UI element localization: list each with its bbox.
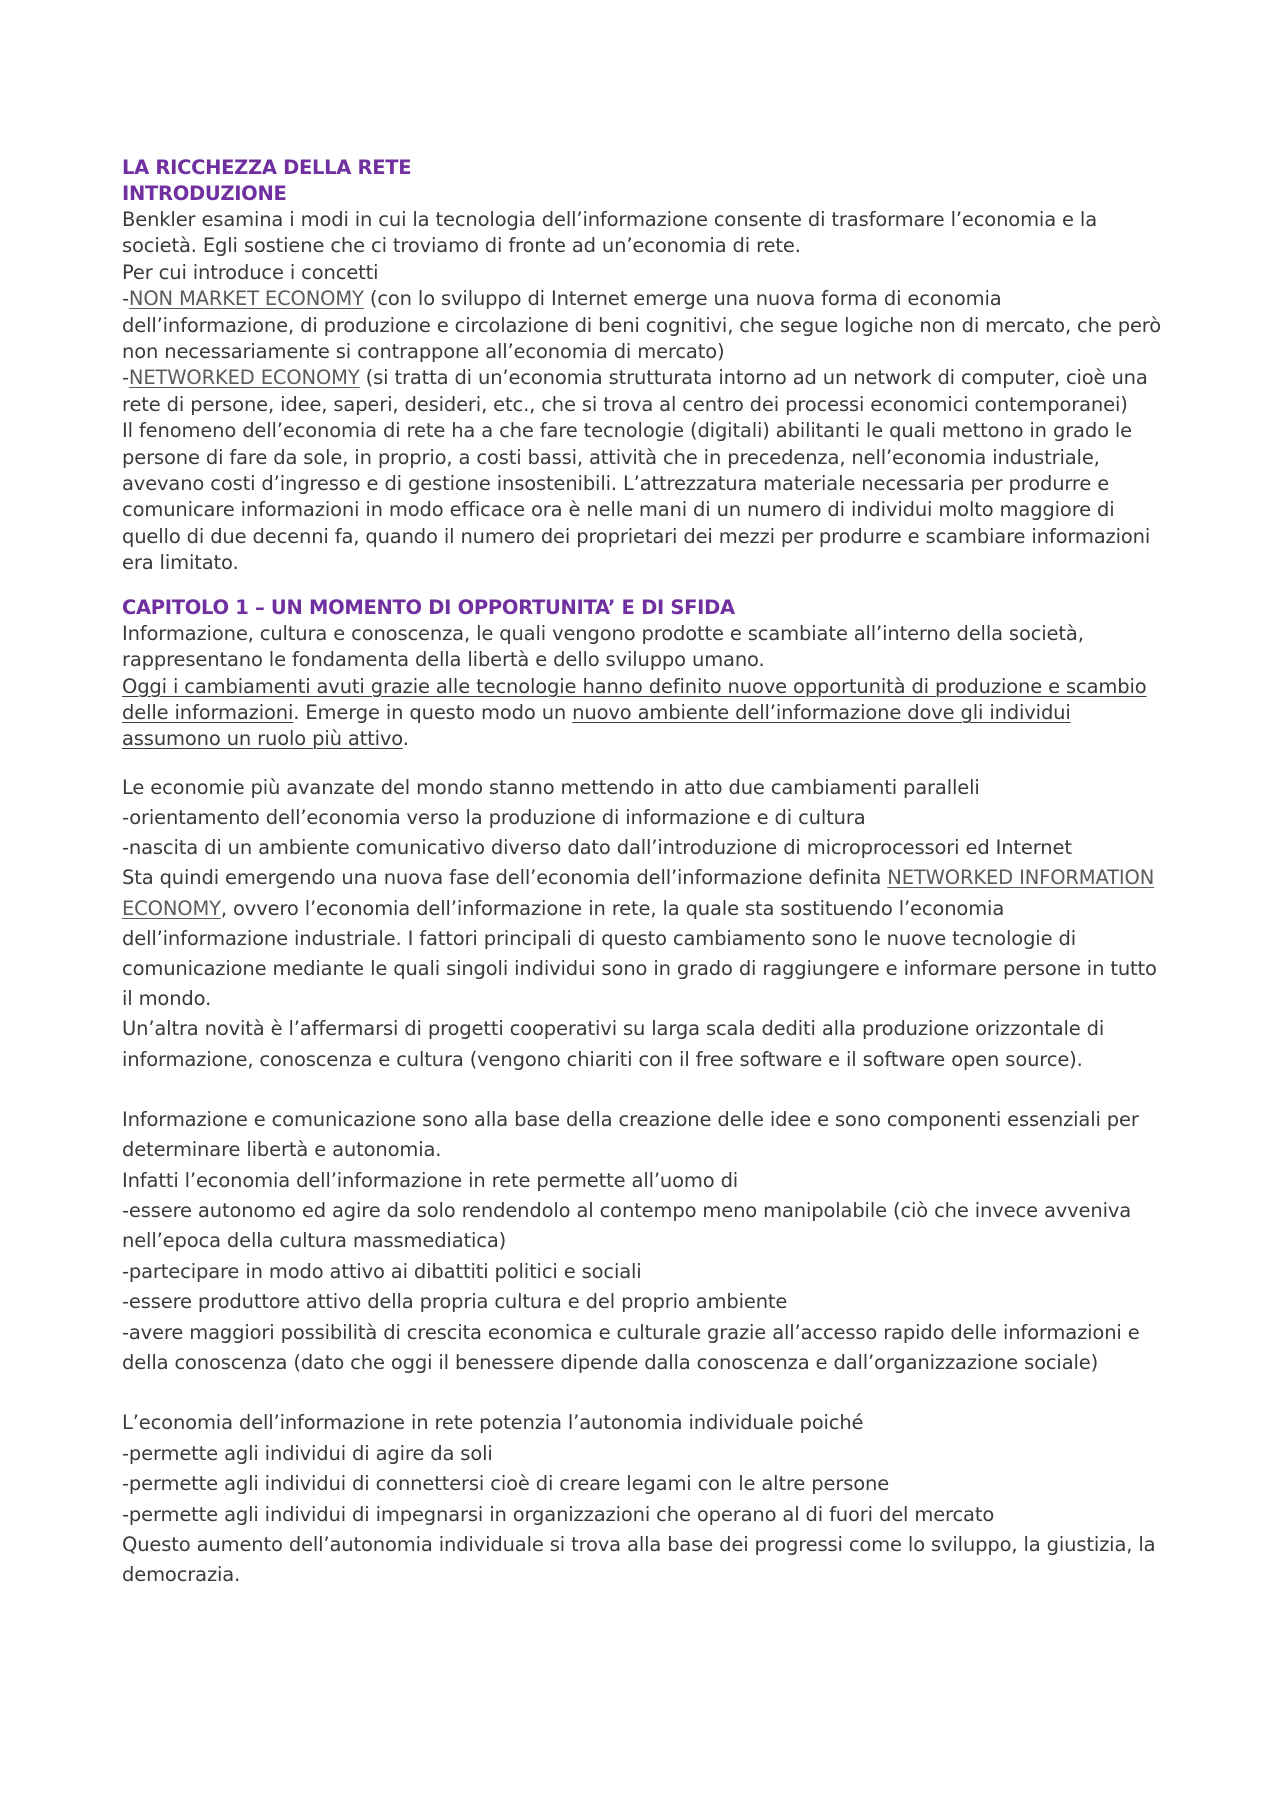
list-dash: -	[122, 287, 129, 311]
chapter-paragraph	[122, 863, 1167, 1014]
chapter-paragraph: Informazione, cultura e conoscenza, le quali vengono prodotte e scambiate all’interno della società, rappresentano le fondamenta della libertà e dello sviluppo umano.	[122, 621, 1084, 672]
term-networked-information-economy: NETWORKED INFORMATION ECONOMY	[122, 866, 1155, 920]
chapter-paragraph: Infatti l’economia dell’informazione in rete permette all’uomo di	[122, 1168, 739, 1192]
document-page	[122, 155, 1167, 1591]
underlined-text: nuovo ambiente dell’informazione dove gli individui assumono un ruolo più attivo	[122, 700, 1071, 751]
intro-paragraph: Benkler esamina i modi in cui la tecnologia dell’informazione consente di trasformare l’economia e la società. Egli sostiene che ci troviamo di fronte ad un’economia di rete.	[122, 208, 1097, 258]
chapter-paragraph: Un’altra novità è l’affermarsi di progetti cooperativi su larga scala dediti alla produzione orizzontale di informazione, conoscenza e cultura (vengono chiariti con il free software e il software open source).	[122, 1017, 1105, 1071]
list-item: -avere maggiori possibilità di crescita economica e culturale grazie all’accesso rapido delle informazioni e della conoscenza (dato che oggi il benessere dipende dalla conoscenza e dall’organizzazione sociale)	[122, 1320, 1140, 1374]
intro-paragraph: Il fenomeno dell’economia di rete ha a che fare tecnologie (digitali) abilitanti le quali mettono in grado le persone di fare da sole, in proprio, a costi bassi, attività che in precedenza, nell’economia industriale, avevano costi d’ingresso e di gestione insostenibili. L’attrezzatura materiale necessaria per produrre e comunicare informazioni in modo efficace ora è nelle mani di un numero di individui molto maggiore di quello di due decenni fa, quando il numero dei proprietari dei mezzi per produrre e scambiare informazioni era limitato.	[122, 419, 1151, 575]
list-item: -essere produttore attivo della propria cultura e del proprio ambiente	[122, 1290, 788, 1314]
paragraph-text: . Emerge in questo modo un	[293, 700, 573, 724]
list-item: -essere autonomo ed agire da solo rendendolo al contempo meno manipolabile (ciò che invece avveniva nell’epoca della cultura massmediatica)	[122, 1198, 1132, 1253]
list-item: -permette agli individui di connettersi cioè di creare legami con le altre persone	[122, 1472, 890, 1496]
list-item: -permette agli individui di agire da soli	[122, 1441, 493, 1465]
underlined-text: Oggi i cambiamenti avuti grazie alle tecnologie hanno definito nuove opportunità di produzione e scambio delle informazioni	[122, 674, 1147, 724]
list-dash: -	[122, 366, 129, 390]
paragraph-text: .	[402, 727, 409, 751]
chapter-paragraph: Informazione e comunicazione sono alla base della creazione delle idee e sono componenti essenziali per determinare libertà e autonomia.	[122, 1107, 1139, 1162]
list-item: -permette agli individui di impegnarsi in organizzazioni che operano al di fuori del mercato	[122, 1502, 995, 1526]
chapter-1-changes	[122, 773, 1167, 1075]
term-non-market-economy-description: (con lo sviluppo di Internet emerge una nuova forma di economia dell’informazione, di produzione e circolazione di beni cognitivi, che segue logiche non di mercato, che però non necessariamente si contrappone all’economia di mercato)	[122, 287, 1162, 364]
document-title: LA RICCHEZZA DELLA RETE	[122, 156, 412, 179]
concept-item-non-market-economy	[122, 286, 1167, 365]
chapter-paragraph: L’economia dell’informazione in rete potenzia l’autonomia individuale poiché	[122, 1411, 864, 1435]
chapter-paragraph-underlined	[122, 674, 1167, 753]
intro-concepts-lead: Per cui introduce i concetti	[122, 260, 379, 284]
term-non-market-economy: NON MARKET ECONOMY	[128, 287, 364, 311]
chapter-1-individual-autonomy	[122, 1408, 1167, 1590]
term-networked-economy: NETWORKED ECONOMY	[128, 366, 360, 390]
term-networked-economy-description: (si tratta di un’economia strutturata intorno ad un network di computer, cioè una rete di persone, idee, saperi, desideri, etc., che si trova al centro dei processi economici contemporanei)	[122, 366, 1148, 416]
chapter-1-opening	[122, 621, 1167, 753]
paragraph-text: Sta quindi emergendo una nuova fase dell’economia dell’informazione definita	[122, 866, 888, 890]
chapter-1-autonomy	[122, 1105, 1167, 1379]
section-heading-introduction: INTRODUZIONE	[122, 182, 287, 205]
chapter-paragraph: Le economie più avanzate del mondo stanno mettendo in atto due cambiamenti paralleli	[122, 775, 980, 799]
list-item: -nascita di un ambiente comunicativo diverso dato dall’introduzione di microprocessori ed Internet	[122, 836, 1072, 860]
list-item: -partecipare in modo attivo ai dibattiti politici e sociali	[122, 1259, 642, 1283]
introduction-section	[122, 207, 1167, 577]
section-heading-chapter-1: CAPITOLO 1 – UN MOMENTO DI OPPORTUNITA’ E DI SFIDA	[122, 595, 735, 619]
paragraph-text: , ovvero l’economia dell’informazione in rete, la quale sta sostituendo l’economia dell’informazione industriale. I fattori principali di questo cambiamento sono le nuove tecnologie di comunicazione mediante le quali singoli individui sono in grado di raggiungere e informare persone in tutto il mondo.	[122, 896, 1157, 1011]
chapter-paragraph: Questo aumento dell’autonomia individuale si trova alla base dei progressi come lo sviluppo, la giustizia, la democrazia.	[122, 1533, 1156, 1587]
list-item: -orientamento dell’economia verso la produzione di informazione e di cultura	[122, 805, 866, 829]
concept-item-networked-economy	[122, 365, 1167, 418]
